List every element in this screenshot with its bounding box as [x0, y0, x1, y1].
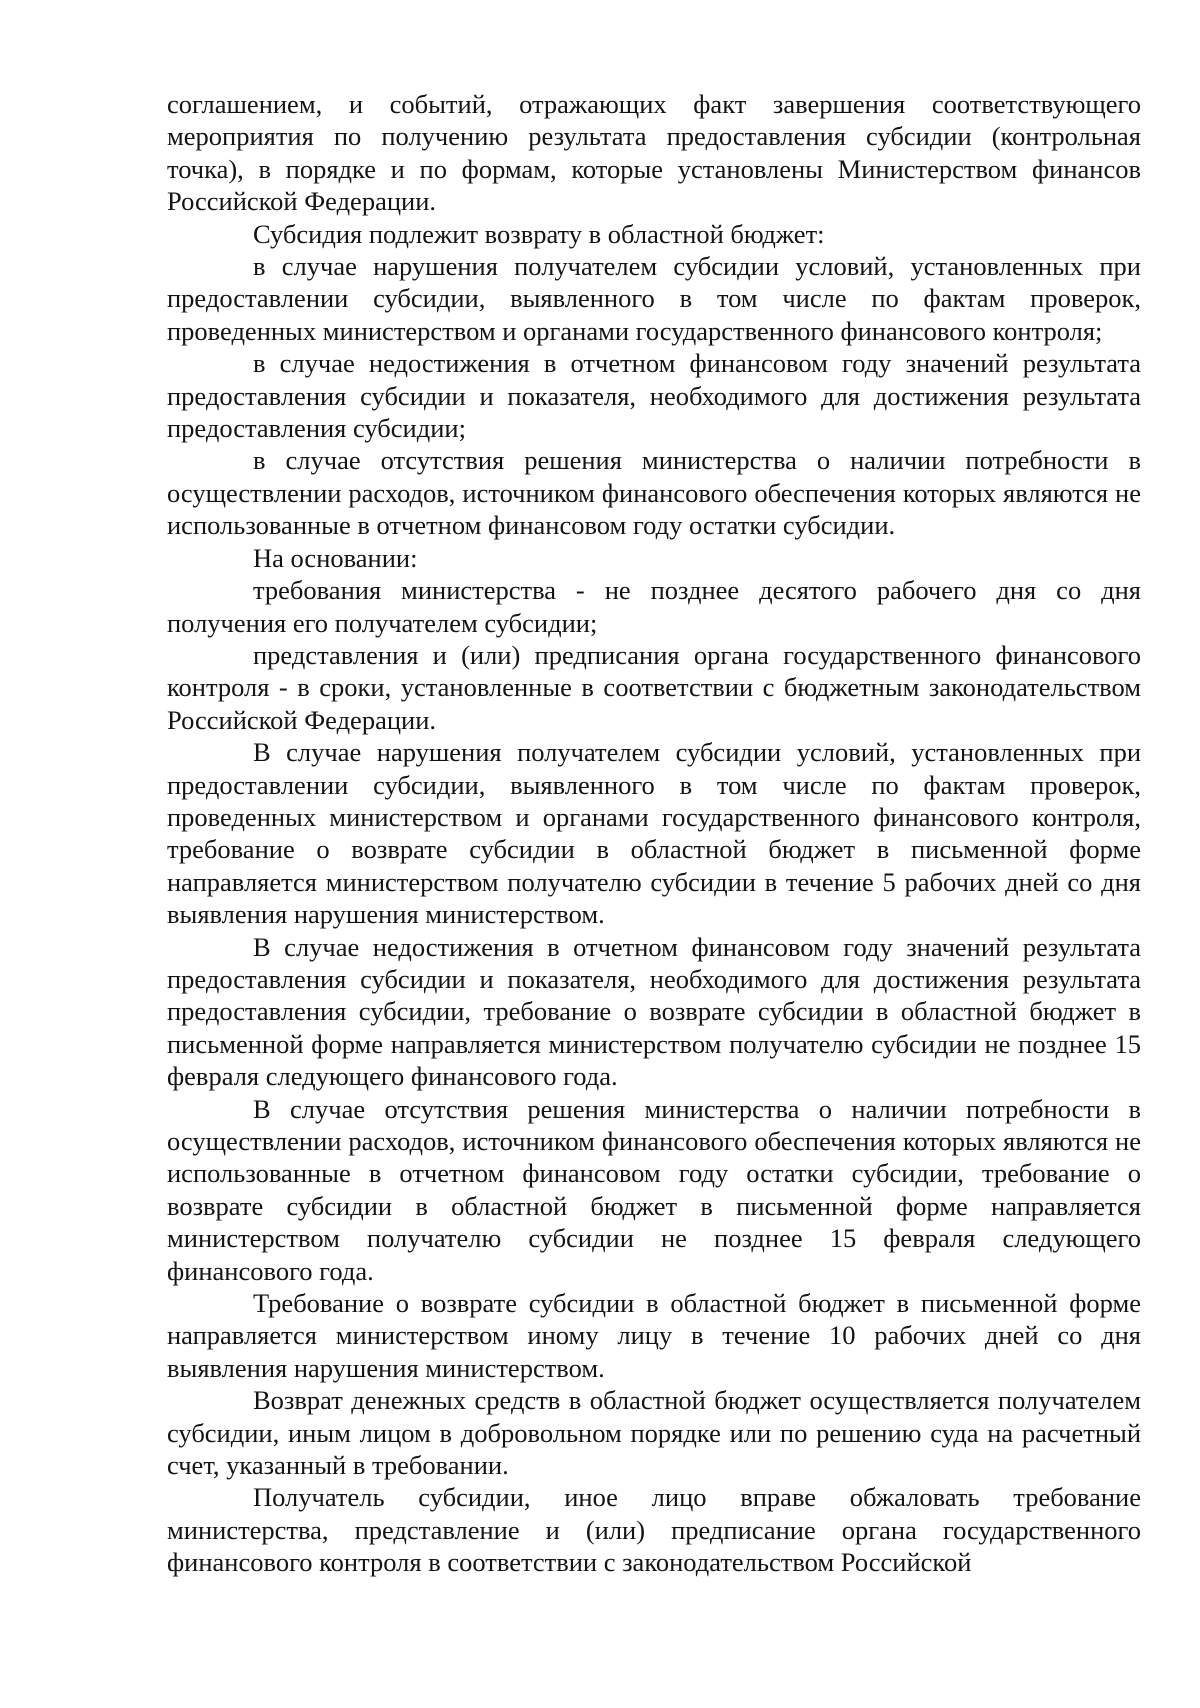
document-body [167, 88, 1141, 1579]
paragraph: требования министерства - не позднее десятого рабочего дня со дня получения его получателем субсидии; [167, 575, 1141, 638]
paragraph: Получатель субсидии, иное лицо вправе обжаловать требование министерства, представление и (или) предписание органа государственного финансового контроля в соответствии с законодательством Российской [167, 1482, 1141, 1578]
paragraph: На основании: [253, 542, 418, 573]
paragraph: представления и (или) предписания органа государственного финансового контроля - в сроки, установленные в соответствии с бюджетным законодательством Российской Федерации. [167, 639, 1141, 735]
paragraph: в случае нарушения получателем субсидии условий, установленных при предоставлении субсидии, выявленного в том числе по фактам проверок, проведенных министерством и органами государственного финансового контроля; [167, 251, 1141, 346]
paragraph: Субсидия подлежит возврату в областной бюджет: [253, 218, 825, 249]
paragraph: Требование о возврате субсидии в областной бюджет в письменной форме направляется министерством иному лицу в течение 10 рабочих дней со дня выявления нарушения министерством. [167, 1288, 1141, 1383]
paragraph: В случае недостижения в отчетном финансовом году значений результата предоставления субсидии и показателя, необходимого для достижения результата предоставления субсидии, требование о возврате субсидии в областной бюджет в письменной форме направляется министерством получателю субсидии не позднее 15 февраля следующего финансового года. [167, 931, 1141, 1092]
paragraph: В случае нарушения получателем субсидии условий, установленных при предоставлении субсидии, выявленного в том числе по фактам проверок, проведенных министерством и органами государственного финансового контроля, требование о возврате субсидии в областной бюджет в письменной форме направляется министерством получателю субсидии в течение 5 рабочих дней со дня выявления нарушения министерством. [167, 737, 1141, 930]
paragraph-continuation: соглашением, и событий, отражающих факт завершения соответствующего мероприятия по получению результата предоставления субсидии (контрольная точка), в порядке и по формам, которые установлены Министерством финансов Российской Федерации. [167, 89, 1141, 217]
paragraph: в случае недостижения в отчетном финансовом году значений результата предоставления субсидии и показателя, необходимого для достижения результата предоставления субсидии; [167, 348, 1141, 444]
paragraph: В случае отсутствия решения министерства о наличии потребности в осуществлении расходов, источником финансового обеспечения которых являются не использованные в отчетном финансовом году остатки субсидии, требование о возврате субсидии в областной бюджет в письменной форме направляется министерством получателю субсидии не позднее 15 февраля следующего финансового года. [167, 1093, 1141, 1286]
paragraph: Возврат денежных средств в областной бюджет осуществляется получателем субсидии, иным лицом в добровольном порядке или по решению суда на расчетный счет, указанный в требовании. [167, 1385, 1141, 1481]
paragraph: в случае отсутствия решения министерства о наличии потребности в осуществлении расходов, источником финансового обеспечения которых являются не использованные в отчетном финансовом году остатки субсидии. [167, 445, 1141, 541]
